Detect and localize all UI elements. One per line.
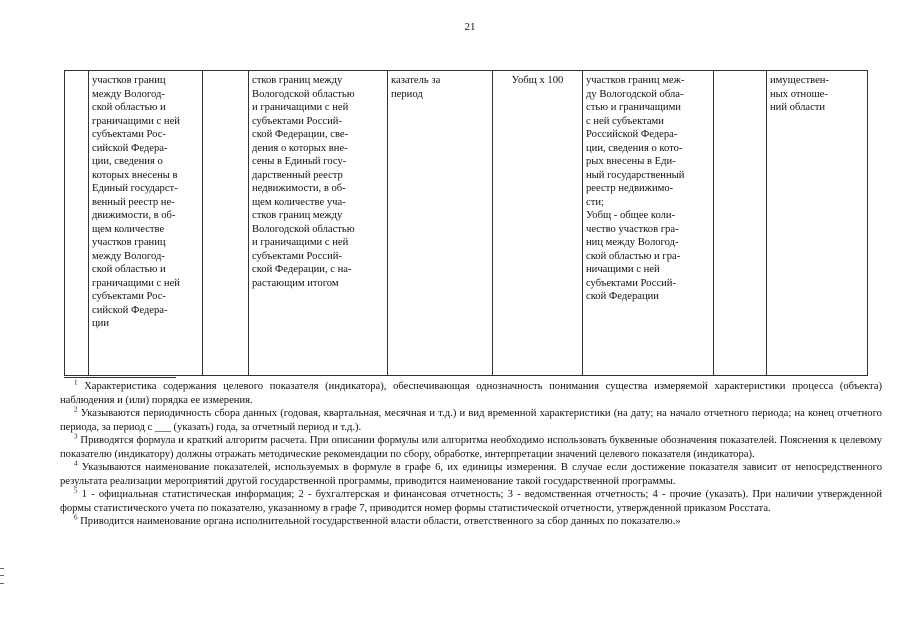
footnote-separator bbox=[64, 377, 176, 378]
table-cell-col-6: Уобщ х 100 bbox=[493, 71, 583, 376]
table-cell-col-3 bbox=[203, 71, 249, 376]
footnote-3 bbox=[60, 434, 882, 461]
table-cell-col-9: имуществен- ных отноше- ний области bbox=[767, 71, 868, 376]
footnote-4 bbox=[60, 461, 882, 488]
footnote-1 bbox=[60, 380, 882, 407]
table-cell-col-2: участков границ между Вологод- ской областью и граничащими с ней субъектами Рос- сийской Федера- ции, сведения о которых внесены в Единый государст- венный реестр не- движимости, в об- щем количестве участков границ между Вологод- ской областью и граничащими с ней субъектами Рос- сийской Федера- ции bbox=[89, 71, 203, 376]
footnote-mark: 2 bbox=[74, 405, 78, 414]
footnote-mark: 3 bbox=[74, 432, 78, 441]
indicator-table bbox=[64, 70, 868, 376]
footnote-mark: 5 bbox=[74, 486, 78, 495]
footnote-text: Указываются периодичность сбора данных (годовая, квартальная, месячная и т.д.) и вид временной характеристики (на дату; на начало отчетного периода; на конец отчетного периода, за период с ___ (указать) года, за отчетный период и т.д.). bbox=[60, 408, 882, 433]
footnote-5 bbox=[60, 488, 882, 515]
margin-scan-mark bbox=[0, 568, 4, 584]
table-cell-col-4: стков границ между Вологодской областью и граничащими с ней субъектами Россий- ской Федерации, све- дения о которых вне- сены в Единый госу- дарственный реестр недвижимости, в об- щем количестве уча- стков границ между Вологодской областью и граничащими с ней субъектами Россий- ской Федерации, с на- растающим итогом bbox=[249, 71, 388, 376]
table-cell-col-8 bbox=[714, 71, 767, 376]
footnote-mark: 1 bbox=[74, 378, 78, 387]
footnote-text: 1 - официальная статистическая информация; 2 - бухгалтерская и финансовая отчетность; 3 - ведомственная отчетность; 4 - прочие (указать). При наличии утвержденной формы статистического учета по показателю, указанному в графе 7, приводится номер формы статистической отчетности, утвержденной приказом Росстата. bbox=[60, 489, 882, 514]
footnotes bbox=[60, 380, 882, 529]
footnote-6 bbox=[60, 515, 882, 529]
page-number: 21 bbox=[464, 21, 476, 33]
footnote-text: Приводятся формула и краткий алгоритм расчета. При описании формулы или алгоритма необходимо использовать буквенные обозначения показателей. Пояснения к целевому показателю (индикатору) должны отражать методические рекомендации по сбору, обработке, интерпретации значений целевого показателя (индикатора). bbox=[60, 435, 882, 460]
footnote-2 bbox=[60, 407, 882, 434]
table-cell-col-5: казатель за период bbox=[388, 71, 493, 376]
footnote-mark: 4 bbox=[74, 459, 78, 468]
footnote-text: Характеристика содержания целевого показателя (индикатора), обеспечивающая однозначность понимания существа измеряемой характеристики процесса (объекта) наблюдения и (или) порядка ее измерения. bbox=[60, 381, 882, 406]
table-cell-col-7: участков границ меж- ду Вологодской обла- стью и граничащими с ней субъектами Российской Федера- ции, сведения о кото- рых внесены в Еди- ный государственный реестр недвижимо- сти; Уобщ - общее коли- чество участков гра- ниц между Вологод- ской областью и гра- ничащими с ней субъектами Россий- ской Федерации bbox=[583, 71, 714, 376]
table-row bbox=[65, 71, 868, 376]
indicator-table-wrapper bbox=[64, 70, 868, 376]
footnote-mark: 6 bbox=[74, 513, 78, 522]
table-cell-col-1 bbox=[65, 71, 89, 376]
footnote-text: Приводится наименование органа исполнительной государственной власти области, ответственного за сбор данных по показателю.» bbox=[80, 516, 681, 527]
footnote-text: Указываются наименование показателей, используемых в формуле в графе 6, их единицы измерения. В случае если достижение показателя зависит от непосредственного результата реализации мероприятий другой государственной программы, приводится наименование такой государственной программы. bbox=[60, 462, 882, 487]
